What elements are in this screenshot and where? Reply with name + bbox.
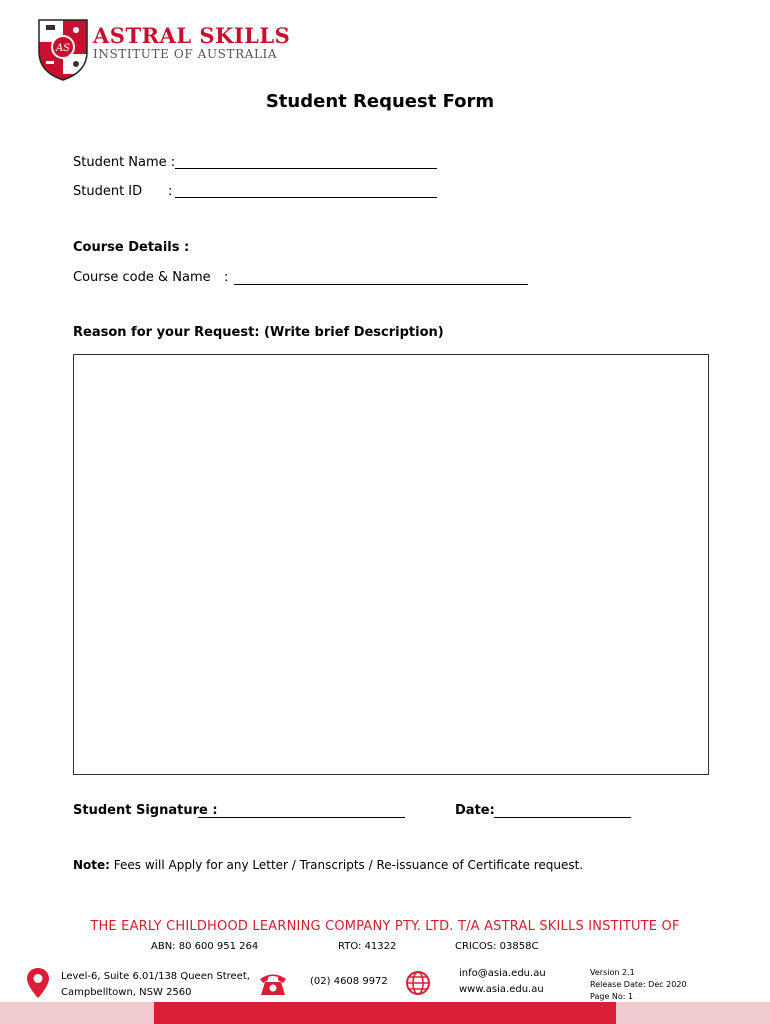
- page-number-text: Page No: 1: [590, 992, 634, 1001]
- phone-number: (02) 4608 9972: [310, 976, 388, 987]
- student-id-label: Student ID: [73, 184, 143, 199]
- signature-field[interactable]: [198, 817, 405, 818]
- cricos-number: CRICOS: 03858C: [455, 941, 539, 952]
- footer-bar-left: [0, 1002, 154, 1024]
- website-link[interactable]: www.asia.edu.au: [459, 984, 544, 995]
- release-date-text: Release Date: Dec 2020: [590, 980, 687, 989]
- note-text: Fees will Apply for any Letter / Transcripts / Re-issuance of Certificate request.: [109, 858, 584, 872]
- abn-number: ABN: 80 600 951 264: [151, 941, 259, 952]
- address-line-2: Campbelltown, NSW 2560: [61, 987, 192, 998]
- version-text: Version 2.1: [590, 968, 635, 977]
- footer-bar-right: [616, 1002, 770, 1024]
- student-id-colon: :: [168, 184, 173, 199]
- course-code-colon: :: [224, 270, 229, 285]
- student-name-field[interactable]: [175, 168, 437, 169]
- location-pin-icon: [26, 967, 50, 999]
- student-id-field[interactable]: [175, 197, 437, 198]
- signature-label: Student Signature :: [73, 803, 218, 818]
- telephone-icon: [258, 970, 288, 996]
- date-field[interactable]: [494, 817, 631, 818]
- address-line-1: Level-6, Suite 6.01/138 Queen Street,: [61, 971, 250, 982]
- svg-text:AS: AS: [55, 43, 71, 54]
- reason-label: Reason for your Request: (Write brief Description): [73, 325, 444, 340]
- company-name: THE EARLY CHILDHOOD LEARNING COMPANY PTY. LTD. T/A ASTRAL SKILLS INSTITUTE OF: [90, 919, 680, 934]
- course-code-label: Course code & Name: [73, 270, 211, 285]
- note-label: Note:: [73, 858, 110, 872]
- footer-bar-center: [154, 1002, 616, 1024]
- globe-icon: [405, 970, 431, 996]
- form-title: Student Request Form: [265, 91, 495, 112]
- course-code-field[interactable]: [234, 284, 528, 285]
- student-name-label: Student Name :: [73, 155, 176, 170]
- fees-note: [73, 858, 583, 872]
- date-label: Date:: [455, 803, 495, 818]
- email-link[interactable]: info@asia.edu.au: [459, 968, 546, 979]
- institute-logo: [36, 16, 90, 82]
- course-details-heading: Course Details :: [73, 240, 190, 255]
- rto-number: RTO: 41322: [338, 941, 397, 952]
- brand-name: ASTRAL SKILLS: [93, 23, 291, 48]
- brand-subtitle: INSTITUTE OF AUSTRALIA: [93, 47, 278, 61]
- reason-textarea[interactable]: [73, 354, 709, 775]
